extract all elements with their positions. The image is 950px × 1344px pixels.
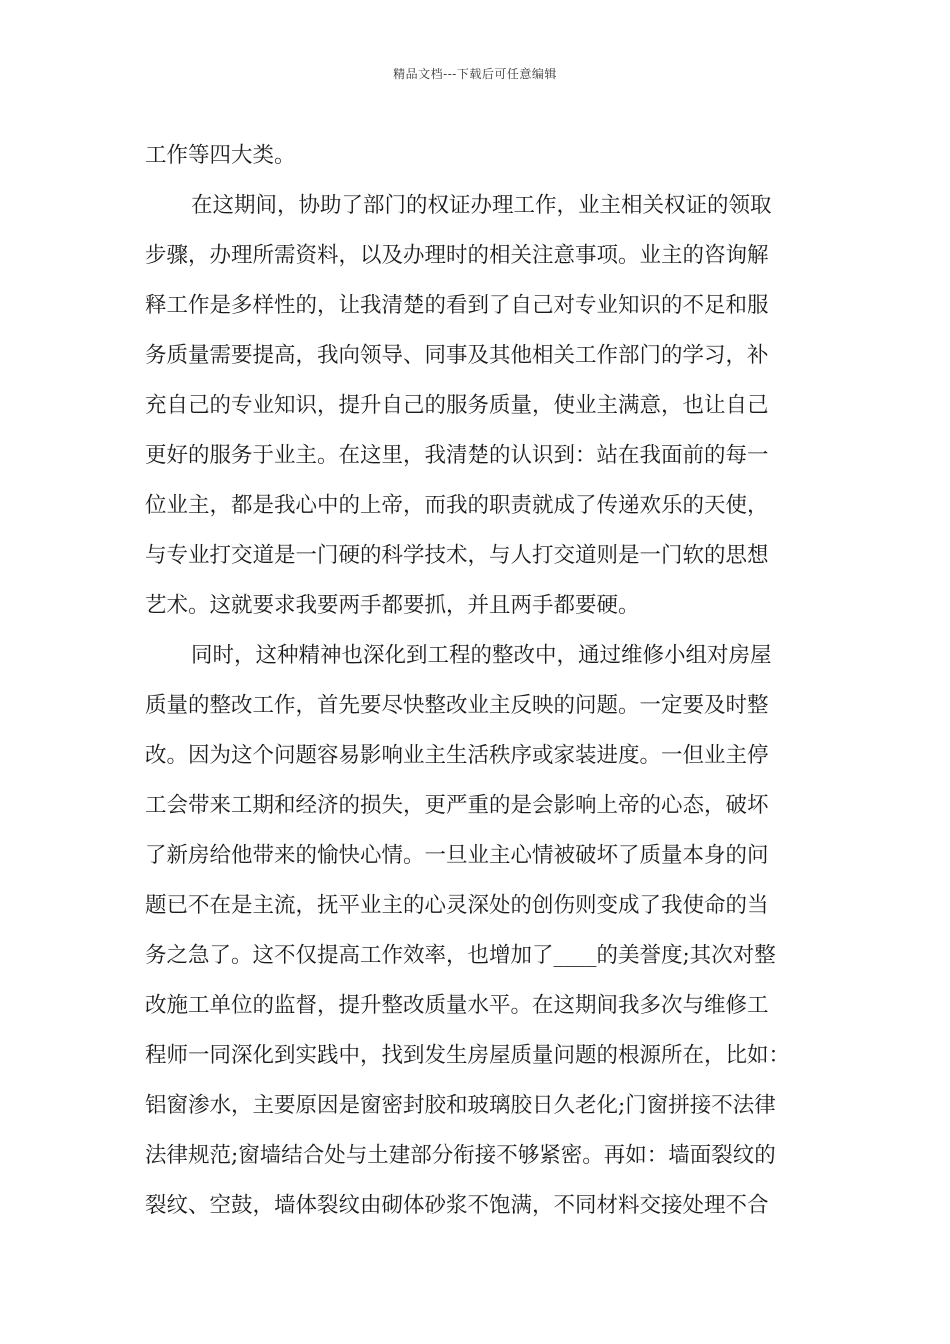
text-line: 工会带来工期和经济的损失，更严重的是会影响上帝的心态，破坏 — [145, 793, 769, 818]
text-line: 充自己的专业知识，提升自己的服务质量，使业主满意，也让自己 — [145, 393, 769, 418]
body-text — [145, 131, 815, 1231]
text-line: 同时，这种精神也深化到工程的整改中，通过维修小组对房屋 — [191, 643, 772, 668]
text-line: 改施工单位的监督，提升整改质量水平。在这期间我多次与维修工 — [145, 993, 769, 1018]
text-line: 工作等四大类。 — [145, 143, 296, 168]
text-line: 步骤，办理所需资料，以及办理时的相关注意事项。业主的咨询解 — [145, 243, 769, 268]
text-line: 释工作是多样性的，让我清楚的看到了自己对专业知识的不足和服 — [145, 293, 769, 318]
text-line: 务之急了。这不仅提高工作效率，也增加了____的美誉度;其次对整 — [145, 943, 776, 968]
text-line: 改。因为这个问题容易影响业主生活秩序或家装进度。一但业主停 — [145, 743, 769, 768]
text-line: 务质量需要提高，我向领导、同事及其他相关工作部门的学习，补 — [145, 343, 769, 368]
text-line: 在这期间，协助了部门的权证办理工作，业主相关权证的领取 — [191, 193, 772, 218]
text-line: 铝窗渗水，主要原因是窗密封胶和玻璃胶日久老化;门窗拼接不法律 — [145, 1093, 776, 1118]
text-line: 与专业打交道是一门硬的科学技术，与人打交道则是一门软的思想 — [145, 543, 769, 568]
text-line: 位业主，都是我心中的上帝，而我的职责就成了传递欢乐的天使， — [145, 493, 769, 518]
text-line: 题已不在是主流，抚平业主的心灵深处的创伤则变成了我使命的当 — [145, 893, 769, 918]
text-line: 质量的整改工作，首先要尽快整改业主反映的问题。一定要及时整 — [145, 693, 769, 718]
text-line: 了新房给他带来的愉快心情。一旦业主心情被破坏了质量本身的问 — [145, 843, 769, 868]
text-line: 法律规范;窗墙结合处与土建部分衔接不够紧密。再如：墙面裂纹的 — [145, 1143, 776, 1168]
text-line: 更好的服务于业主。在这里，我清楚的认识到：站在我面前的每一 — [145, 443, 769, 468]
text-line: 裂纹、空鼓，墙体裂纹由砌体砂浆不饱满，不同材料交接处理不合 — [145, 1193, 769, 1218]
text-line: 艺术。这就要求我要两手都要抓，并且两手都要硬。 — [145, 593, 640, 618]
text-line: 程师一同深化到实践中，找到发生房屋质量问题的根源所在，比如： — [145, 1043, 791, 1068]
page-header: 精品文档---下载后可任意编辑 — [393, 67, 557, 81]
